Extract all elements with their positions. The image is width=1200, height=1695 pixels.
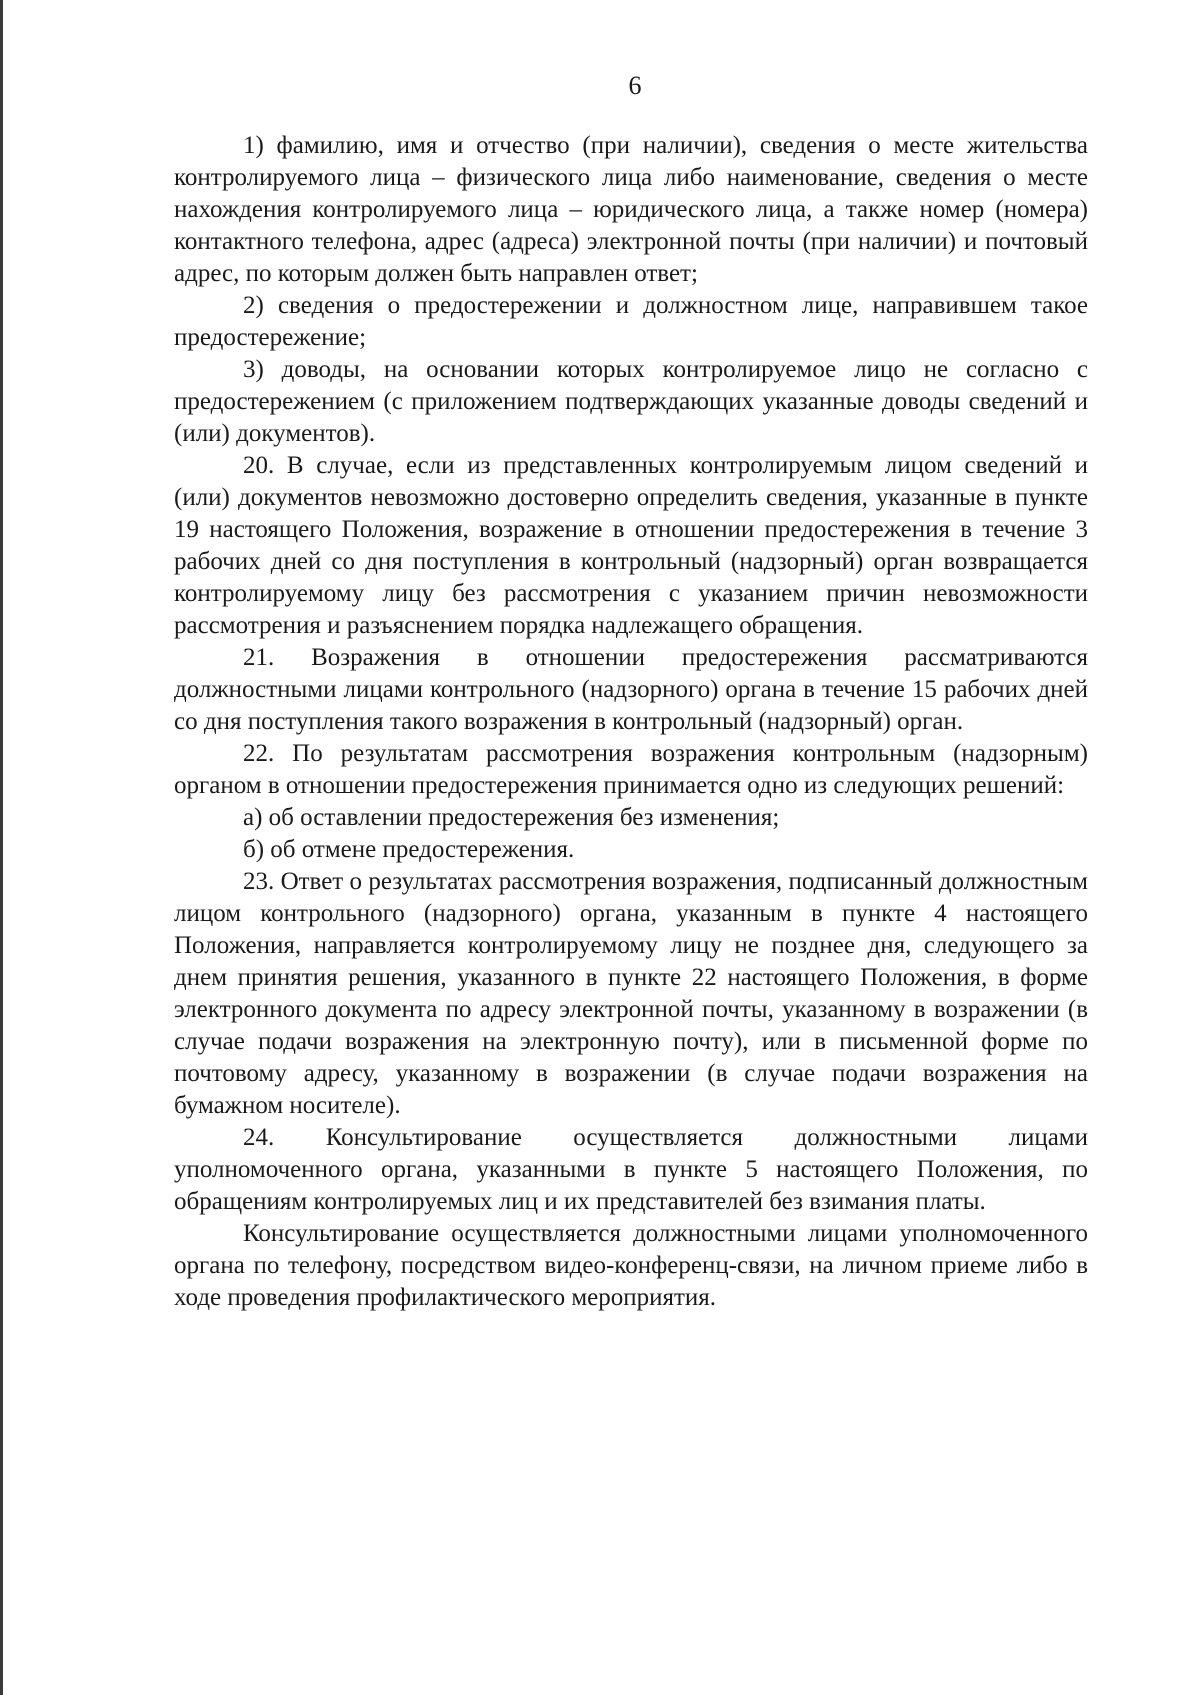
document-body	[174, 130, 1088, 1314]
paragraph-item-3: 3) доводы, на основании которых контролируемое лицо не согласно с предостережением (с приложением подтверждающих указанные доводы сведений и (или) документов).	[174, 356, 1088, 447]
page-number: 6	[628, 71, 642, 100]
paragraph-24-continued: Консультирование осуществляется должностными лицами уполномоченного органа по телефону, посредством видео-конференц-связи, на личном приеме либо в ходе проведения профилактического мероприятия.	[174, 1220, 1088, 1311]
paragraph-item-1: 1) фамилию, имя и отчество (при наличии), сведения о месте жительства контролируемого лица – физического лица либо наименование, сведения о месте нахождения контролируемого лица – юридического лица, а также номер (номера) контактного телефона, адрес (адреса) электронной почты (при наличии) и почтовый адрес, по которым должен быть направлен ответ;	[174, 132, 1088, 287]
paragraph-22: 22. По результатам рассмотрения возражения контрольным (надзорным) органом в отношении предостережения принимается одно из следующих решений:	[174, 740, 1088, 799]
paragraph-21: 21. Возражения в отношении предостережения рассматриваются должностными лицами контрольного (надзорного) органа в течение 15 рабочих дней со дня поступления такого возражения в контрольный (надзорный) орган.	[174, 644, 1088, 735]
paragraph-23: 23. Ответ о результатах рассмотрения возражения, подписанный должностным лицом контрольного (надзорного) органа, указанным в пункте 4 настоящего Положения, направляется контролируемому лицу не позднее дня, следующего за днем принятия решения, указанного в пункте 22 настоящего Положения, в форме электронного документа по адресу электронной почты, указанному в возражении (в случае подачи возражения на электронную почту), или в письменной форме по почтовому адресу, указанному в возражении (в случае подачи возражения на бумажном носителе).	[174, 868, 1088, 1119]
paragraph-item-a: а) об оставлении предостережения без изменения;	[243, 804, 780, 831]
paragraph-item-2: 2) сведения о предостережении и должностном лице, направившем такое предостережение;	[174, 292, 1088, 351]
paragraph-item-b: б) об отмене предостережения.	[243, 836, 575, 863]
paragraph-24: 24. Консультирование осуществляется должностными лицами уполномоченного органа, указанными в пункте 5 настоящего Положения, по обращениям контролируемых лиц и их представителей без взимания платы.	[174, 1124, 1088, 1215]
scan-edge	[0, 0, 3, 1695]
paragraph-20: 20. В случае, если из представленных контролируемым лицом сведений и (или) документов невозможно достоверно определить сведения, указанные в пункте 19 настоящего Положения, возражение в отношении предостережения в течение 3 рабочих дней со дня поступления в контрольный (надзорный) орган возвращается контролируемому лицу без рассмотрения с указанием причин невозможности рассмотрения и разъяснением порядка надлежащего обращения.	[174, 452, 1088, 639]
